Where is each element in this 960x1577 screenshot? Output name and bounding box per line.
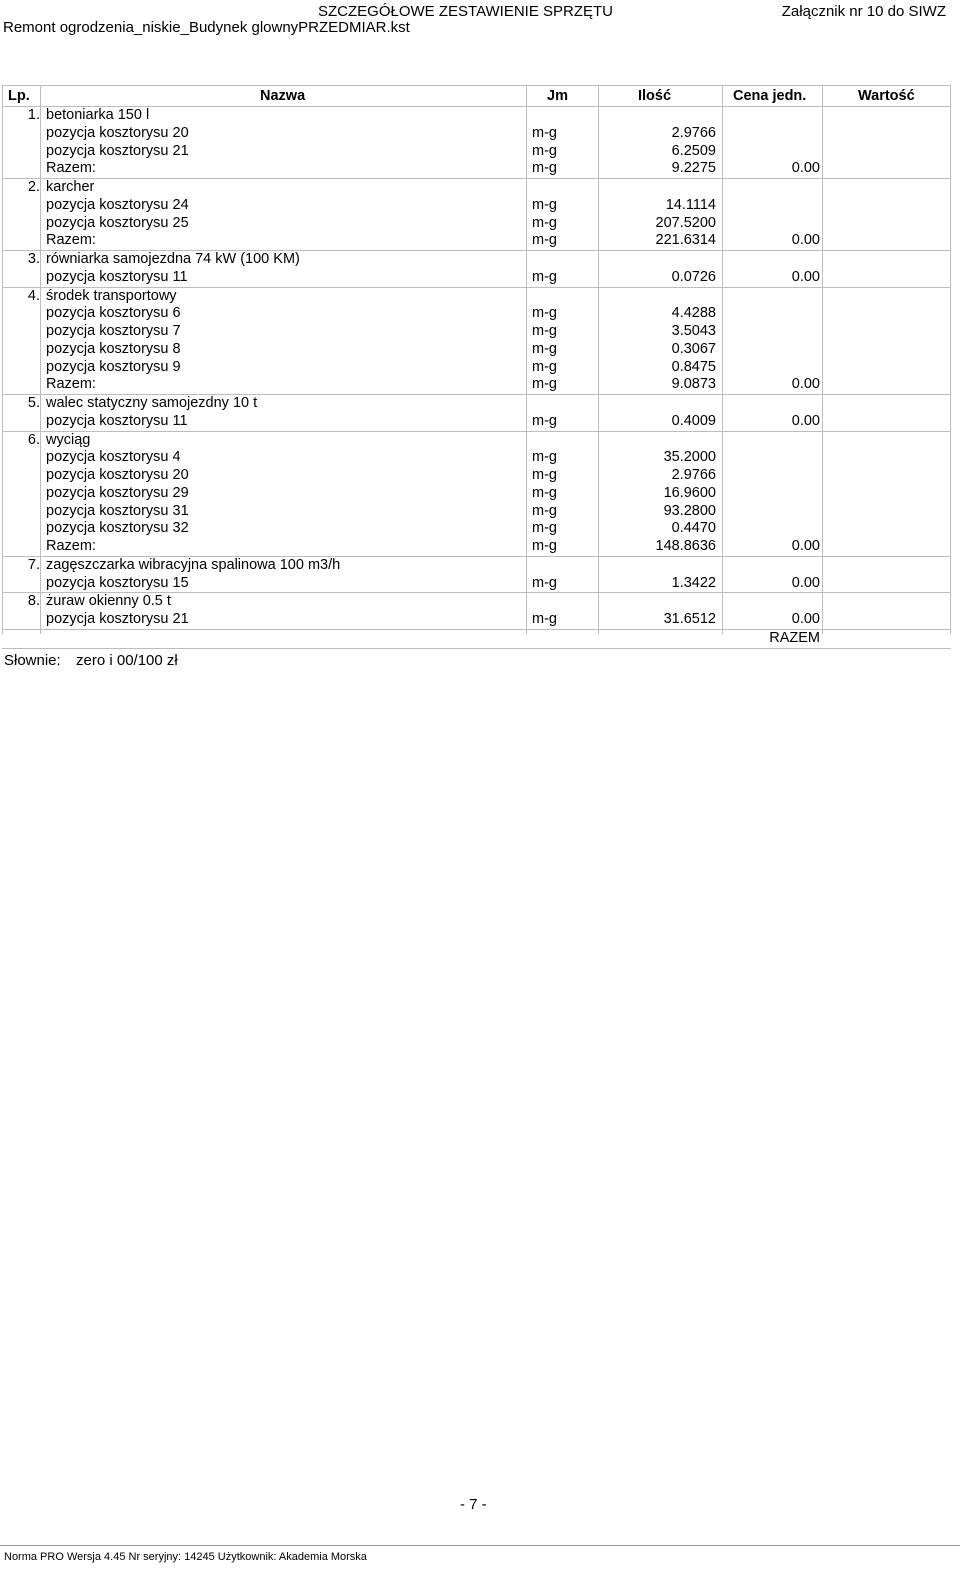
row-unit: m-g bbox=[532, 449, 557, 466]
row-quantity: 0.8475 bbox=[671, 358, 716, 375]
row-name: pozycja kosztorysu 29 bbox=[46, 484, 189, 501]
row-name: pozycja kosztorysu 31 bbox=[46, 502, 189, 519]
row-name: pozycja kosztorysu 4 bbox=[46, 449, 181, 466]
row-quantity: 2.9766 bbox=[671, 124, 716, 141]
table-row bbox=[2, 269, 951, 288]
row-quantity: 4.4288 bbox=[671, 305, 716, 322]
row-name: pozycja kosztorysu 24 bbox=[46, 196, 189, 213]
row-number: 4. bbox=[27, 287, 40, 304]
row-unit: m-g bbox=[532, 268, 557, 285]
row-quantity: 0.4470 bbox=[671, 520, 716, 537]
column-header-name: Nazwa bbox=[260, 88, 306, 104]
row-value: 0.00 bbox=[791, 232, 820, 249]
table-row bbox=[2, 520, 951, 538]
table-row bbox=[2, 538, 951, 557]
row-name: wyciąg bbox=[46, 431, 91, 448]
row-name: równiarka samojezdna 74 kW (100 KM) bbox=[46, 251, 300, 267]
table-row bbox=[2, 232, 951, 251]
table-row bbox=[2, 251, 951, 269]
row-name: pozycja kosztorysu 20 bbox=[46, 467, 189, 483]
row-name: żuraw okienny 0.5 t bbox=[46, 593, 171, 610]
column-header-value: Wartość bbox=[858, 88, 915, 104]
table-row bbox=[2, 593, 951, 611]
row-name: pozycja kosztorysu 7 bbox=[46, 323, 181, 339]
table-row bbox=[2, 125, 951, 143]
table-row bbox=[2, 611, 951, 630]
table-row bbox=[2, 341, 951, 359]
table-row bbox=[2, 575, 951, 594]
table-row bbox=[2, 197, 951, 215]
row-number: 8. bbox=[27, 593, 40, 610]
table-row bbox=[2, 557, 951, 575]
amount-in-words bbox=[4, 652, 178, 669]
row-unit: m-g bbox=[532, 502, 557, 519]
row-unit: m-g bbox=[532, 358, 557, 375]
column-header-unit: Jm bbox=[547, 88, 568, 104]
row-number: 2. bbox=[27, 179, 40, 195]
table-row bbox=[2, 485, 951, 503]
row-name: zagęszczarka wibracyjna spalinowa 100 m3/h bbox=[46, 556, 341, 573]
row-unit: m-g bbox=[532, 305, 557, 322]
row-name: pozycja kosztorysu 6 bbox=[46, 305, 181, 322]
row-unit: m-g bbox=[532, 323, 557, 339]
software-info: Norma PRO Wersja 4.45 Nr seryjny: 14245 Użytkownik: Akademia Morska bbox=[4, 1551, 367, 1563]
amount-in-words-label: Słownie: bbox=[4, 652, 61, 669]
row-unit: m-g bbox=[532, 340, 557, 357]
row-unit: m-g bbox=[532, 520, 557, 537]
row-name: Razem: bbox=[46, 232, 96, 249]
equipment-table bbox=[2, 85, 951, 649]
row-value: 0.00 bbox=[791, 412, 820, 429]
table-row bbox=[2, 179, 951, 197]
row-value: 0.00 bbox=[791, 268, 820, 285]
table-row bbox=[2, 395, 951, 413]
row-number: 1. bbox=[27, 107, 40, 123]
row-unit: m-g bbox=[532, 232, 557, 249]
row-name: walec statyczny samojezdny 10 t bbox=[46, 395, 258, 411]
row-unit: m-g bbox=[532, 574, 557, 591]
row-value: 0.00 bbox=[791, 376, 820, 393]
row-quantity: 3.5043 bbox=[671, 323, 716, 339]
column-header-lp: Lp. bbox=[8, 88, 30, 104]
row-number: 5. bbox=[27, 395, 40, 411]
row-name: Razem: bbox=[46, 376, 96, 393]
row-name: Razem: bbox=[46, 538, 96, 554]
row-name: środek transportowy bbox=[46, 287, 177, 304]
sum-label: RAZEM bbox=[769, 629, 820, 646]
row-name: pozycja kosztorysu 11 bbox=[46, 268, 188, 285]
row-quantity: 0.3067 bbox=[671, 340, 716, 357]
row-quantity: 9.0873 bbox=[671, 376, 716, 393]
table-row bbox=[2, 503, 951, 521]
row-unit: m-g bbox=[532, 196, 557, 213]
row-value: 0.00 bbox=[791, 611, 820, 627]
row-quantity: 0.4009 bbox=[671, 412, 716, 429]
row-unit: m-g bbox=[532, 467, 557, 483]
table-row bbox=[2, 305, 951, 323]
column-header-quantity: Ilość bbox=[638, 88, 672, 104]
row-quantity: 1.3422 bbox=[671, 574, 716, 591]
row-name: pozycja kosztorysu 9 bbox=[46, 358, 181, 375]
row-quantity: 35.2000 bbox=[663, 449, 716, 466]
row-name: pozycja kosztorysu 20 bbox=[46, 124, 189, 141]
row-quantity: 148.8636 bbox=[655, 538, 716, 554]
row-name: pozycja kosztorysu 25 bbox=[46, 214, 189, 231]
row-unit: m-g bbox=[532, 538, 557, 554]
row-value: 0.00 bbox=[791, 160, 820, 177]
row-quantity: 207.5200 bbox=[655, 214, 716, 231]
row-unit: m-g bbox=[532, 160, 557, 177]
row-unit: m-g bbox=[532, 412, 557, 429]
row-quantity: 2.9766 bbox=[671, 467, 716, 483]
row-quantity: 0.0726 bbox=[671, 268, 716, 285]
row-quantity: 6.2509 bbox=[671, 142, 716, 159]
row-quantity: 14.1114 bbox=[665, 196, 716, 213]
table-header bbox=[2, 85, 951, 107]
table-body bbox=[2, 107, 951, 630]
row-name: karcher bbox=[46, 179, 95, 195]
row-unit: m-g bbox=[532, 484, 557, 501]
table-row bbox=[2, 376, 951, 395]
row-number: 3. bbox=[27, 251, 40, 267]
row-name: pozycja kosztorysu 8 bbox=[46, 340, 181, 357]
row-name: pozycja kosztorysu 15 bbox=[46, 574, 189, 591]
row-quantity: 9.2275 bbox=[671, 160, 716, 177]
table-row bbox=[2, 467, 951, 485]
file-name: Remont ogrodzenia_niskie_Budynek glownyPRZEDMIAR.kst bbox=[3, 19, 410, 36]
row-name: pozycja kosztorysu 11 bbox=[46, 412, 188, 429]
table-row bbox=[2, 143, 951, 161]
table-row bbox=[2, 432, 951, 450]
table-row bbox=[2, 288, 951, 306]
row-unit: m-g bbox=[532, 142, 557, 159]
row-unit: m-g bbox=[532, 376, 557, 393]
row-quantity: 16.9600 bbox=[663, 484, 716, 501]
document-title: SZCZEGÓŁOWE ZESTAWIENIE SPRZĘTU bbox=[318, 3, 614, 20]
table-row bbox=[2, 323, 951, 341]
annex-label: Załącznik nr 10 do SIWZ bbox=[781, 3, 946, 20]
amount-in-words-value: zero i 00/100 zł bbox=[76, 652, 178, 669]
row-number: 6. bbox=[27, 431, 40, 448]
row-value: 0.00 bbox=[791, 574, 820, 591]
column-header-unit-price: Cena jedn. bbox=[733, 88, 807, 104]
footer-divider bbox=[0, 1545, 960, 1546]
row-name: pozycja kosztorysu 21 bbox=[46, 142, 189, 159]
row-unit: m-g bbox=[532, 611, 557, 627]
row-name: pozycja kosztorysu 32 bbox=[46, 520, 189, 537]
table-row bbox=[2, 413, 951, 432]
row-quantity: 93.2800 bbox=[663, 502, 716, 519]
row-name: pozycja kosztorysu 21 bbox=[46, 611, 189, 627]
row-unit: m-g bbox=[532, 214, 557, 231]
table-sum-row bbox=[2, 630, 951, 649]
row-unit: m-g bbox=[532, 124, 557, 141]
row-number: 7. bbox=[27, 556, 40, 573]
row-name: betoniarka 150 l bbox=[46, 107, 150, 123]
row-name: Razem: bbox=[46, 160, 96, 177]
table-row bbox=[2, 215, 951, 233]
table-row bbox=[2, 449, 951, 467]
row-value: 0.00 bbox=[791, 538, 820, 554]
row-quantity: 221.6314 bbox=[655, 232, 716, 249]
page-number: - 7 - bbox=[460, 1496, 487, 1513]
row-quantity: 31.6512 bbox=[663, 611, 716, 627]
table-row bbox=[2, 160, 951, 179]
table-row bbox=[2, 107, 951, 125]
table-row bbox=[2, 359, 951, 377]
